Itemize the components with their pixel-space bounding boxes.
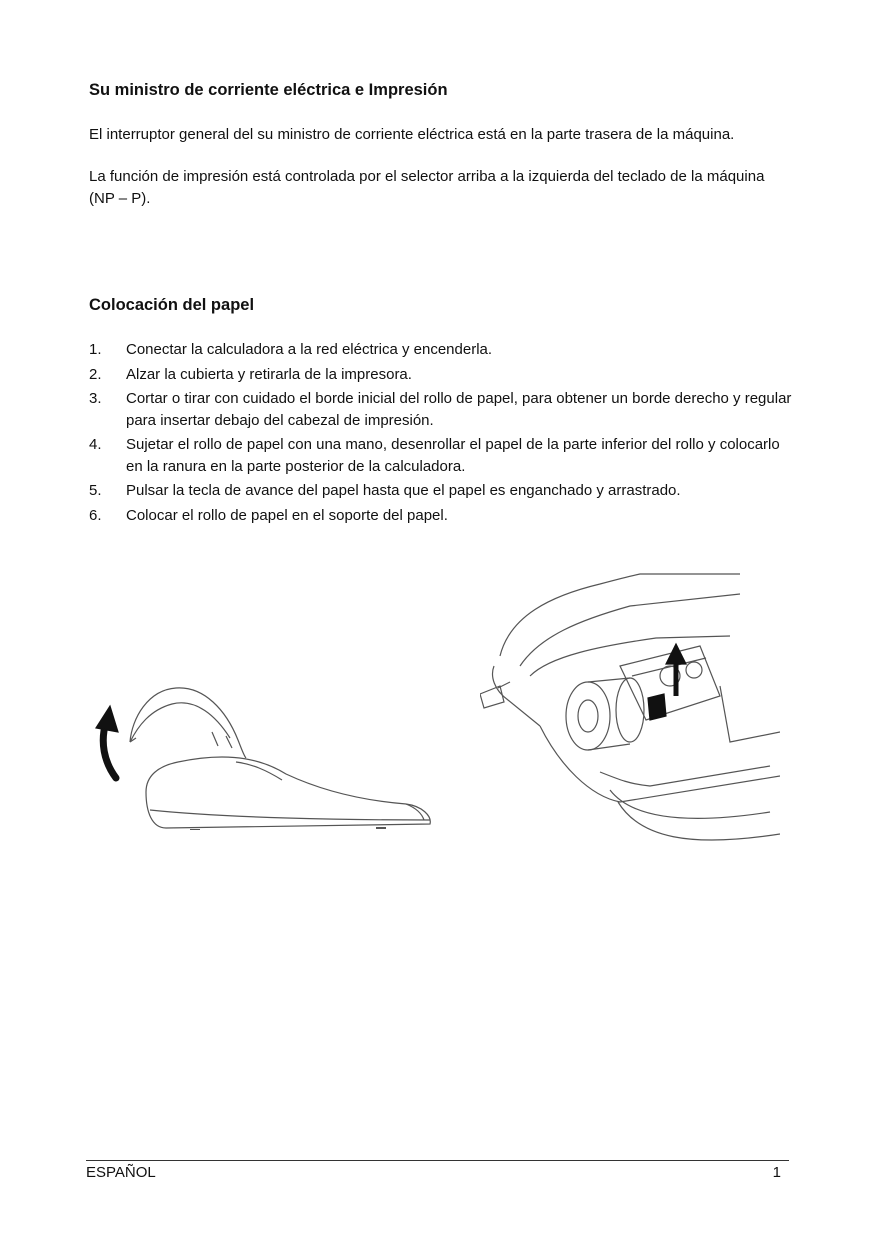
step-number: 4. xyxy=(89,436,102,453)
list-item xyxy=(89,505,794,527)
section-heading-power-printing: Su ministro de corriente eléctrica e Impresión xyxy=(89,81,448,99)
step-number: 6. xyxy=(89,506,102,524)
footer-language-label: ESPAÑOL xyxy=(86,1164,156,1181)
step-number: 1. xyxy=(89,341,102,358)
list-item xyxy=(89,480,794,502)
step-number: 3. xyxy=(89,390,102,407)
list-item xyxy=(89,364,794,386)
list-item xyxy=(89,388,794,431)
paper-loading-steps xyxy=(89,339,794,529)
page-number: 1 xyxy=(772,1164,781,1181)
step-number: 5. xyxy=(89,482,102,499)
footer-divider xyxy=(86,1160,789,1161)
step-text: Sujetar el rollo de papel con una mano, desenrollar el papel de la parte inferior del rollo y colocarlo en la ranura en la parte posterior de la calculadora. xyxy=(126,436,780,475)
paper-roll-insertion-illustration xyxy=(480,566,780,856)
list-item xyxy=(89,339,794,361)
lift-arrow-icon xyxy=(96,706,118,778)
paragraph-power-switch: El interruptor general del su ministro de corriente eléctrica está en la parte trasera de la máquina. xyxy=(89,126,735,143)
step-text: Alzar la cubierta y retirarla de la impresora. xyxy=(126,365,412,383)
step-text: Pulsar la tecla de avance del papel hasta que el papel es enganchado y arrastrado. xyxy=(126,482,681,499)
feed-arrow-icon xyxy=(666,644,686,696)
step-text: Colocar el rollo de papel en el soporte del papel. xyxy=(126,506,448,524)
paragraph-print-selector: La función de impresión está controlada por el selector arriba a la izquierda del teclado de la máquina (NP – P). xyxy=(89,168,765,207)
step-number: 2. xyxy=(89,365,102,383)
section-heading-paper-loading: Colocación del papel xyxy=(89,296,255,314)
step-text: Conectar la calculadora a la red eléctrica y encenderla. xyxy=(126,341,493,358)
calculator-cover-lift-illustration xyxy=(86,680,436,830)
step-text: Cortar o tirar con cuidado el borde inicial del rollo de papel, para obtener un borde derecho y regular para insertar debajo del cabezal de impresión. xyxy=(126,390,792,429)
list-item xyxy=(89,434,794,477)
